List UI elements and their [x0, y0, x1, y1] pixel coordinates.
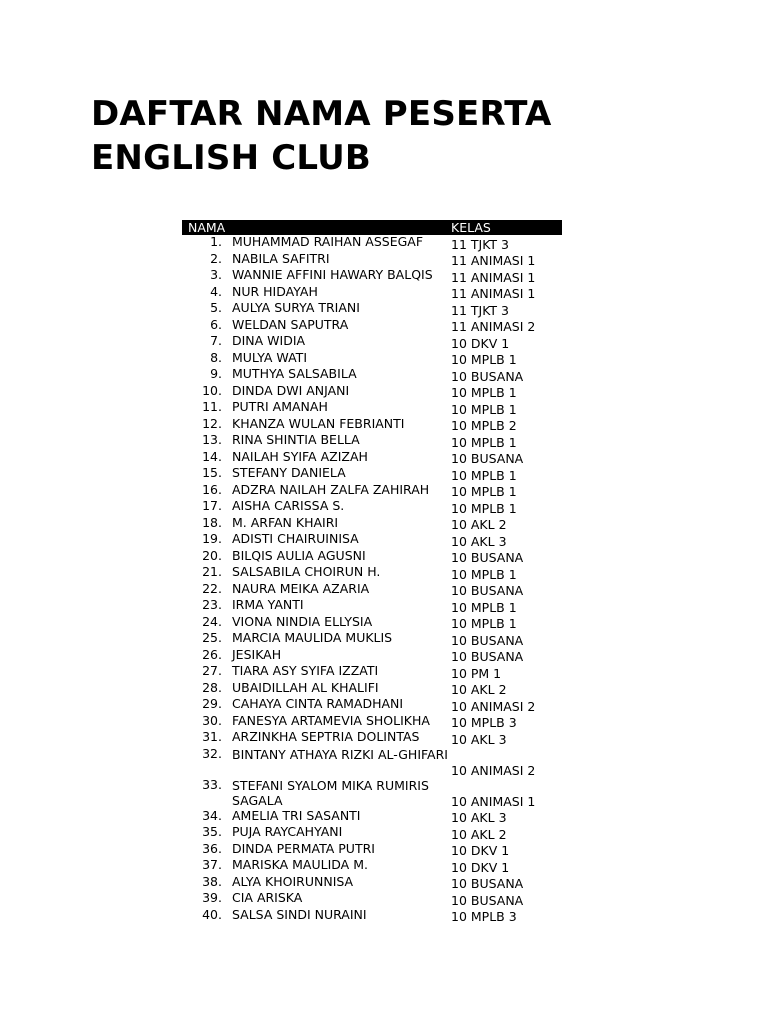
participant-name: NUR HIDAYAH	[232, 283, 318, 299]
table-row	[182, 809, 562, 826]
row-number: 40.	[202, 906, 222, 922]
table-row	[182, 747, 562, 778]
participant-class: 11 ANIMASI 1	[451, 269, 536, 285]
table-row	[182, 875, 562, 892]
row-number: 24.	[202, 613, 222, 629]
table-row	[182, 681, 562, 698]
participant-class: 10 DKV 1	[451, 843, 510, 858]
participant-name: M. ARFAN KHAIRI	[232, 514, 339, 530]
row-number: 18.	[202, 514, 222, 530]
row-number: 28.	[202, 679, 222, 695]
participant-class: 10 AKL 2	[451, 517, 507, 532]
participant-name: NAURA MEIKA AZARIA	[232, 580, 370, 596]
row-number: 3.	[210, 267, 222, 282]
participant-class: 10 ANIMASI 2	[451, 762, 536, 778]
participant-name: WELDAN SAPUTRA	[232, 316, 349, 332]
column-header-kelas: KELAS	[451, 220, 491, 235]
table-row	[182, 697, 562, 714]
participant-name: BINTANY ATHAYA RIZKI AL-GHIFARI	[232, 746, 448, 762]
participant-class: 11 TJKT 3	[451, 236, 509, 252]
document-title	[91, 92, 651, 180]
participant-class: 10 BUSANA	[451, 649, 524, 664]
participant-class: 10 BUSANA	[451, 368, 524, 384]
row-number: 1.	[210, 234, 222, 249]
table-row	[182, 285, 562, 302]
participant-name: IRMA YANTI	[232, 597, 304, 612]
participant-class: 10 MPLB 1	[451, 467, 517, 483]
row-number: 8.	[210, 349, 222, 365]
participant-class: 10 ANIMASI 1	[451, 793, 536, 809]
row-number: 30.	[202, 712, 222, 728]
participant-class: 11 ANIMASI 2	[451, 319, 536, 334]
row-number: 19.	[202, 531, 222, 546]
participant-class: 10 MPLB 1	[451, 401, 517, 417]
row-number: 15.	[202, 465, 222, 480]
participant-name: DINDA DWI ANJANI	[232, 382, 350, 398]
row-number: 14.	[202, 448, 222, 464]
participant-class: 10 MPLB 1	[451, 599, 517, 615]
participant-name: SALSA SINDI NURAINI	[232, 906, 367, 922]
document-title-line-2: ENGLISH CLUB	[91, 138, 372, 178]
table-row	[182, 908, 562, 925]
participant-name: MUHAMMAD RAIHAN ASSEGAF	[232, 234, 424, 249]
participant-class: 10 AKL 3	[451, 731, 507, 747]
row-number: 31.	[202, 729, 222, 744]
row-number: 22.	[202, 580, 222, 596]
row-number: 32.	[202, 745, 222, 761]
table-row	[182, 301, 562, 318]
row-number: 33.	[202, 776, 222, 792]
participant-name: TIARA ASY SYIFA IZZATI	[232, 663, 379, 678]
participant-name: CIA ARISKA	[232, 890, 303, 905]
participant-class: 10 BUSANA	[451, 550, 524, 565]
table-row	[182, 842, 562, 859]
row-number: 9.	[210, 366, 222, 381]
row-number: 11.	[202, 399, 222, 414]
participant-name: KHANZA WULAN FEBRIANTI	[232, 415, 405, 431]
participant-name: NAILAH SYIFA AZIZAH	[232, 448, 368, 464]
table-row	[182, 730, 562, 747]
participant-class: 10 MPLB 1	[451, 566, 517, 582]
row-number: 29.	[202, 696, 222, 711]
table-row	[182, 631, 562, 648]
table-row	[182, 565, 562, 582]
table-row	[182, 714, 562, 731]
participant-name: STEFANY DANIELA	[232, 465, 346, 480]
row-number: 20.	[202, 547, 222, 563]
table-row	[182, 400, 562, 417]
table-row	[182, 891, 562, 908]
participant-class: 10 BUSANA	[451, 632, 524, 648]
table-row	[182, 367, 562, 384]
table-row	[182, 778, 562, 809]
participant-class: 11 ANIMASI 1	[451, 286, 536, 301]
row-number: 27.	[202, 663, 222, 678]
participant-name: JESIKAH	[232, 646, 282, 662]
participant-name: AULYA SURYA TRIANI	[232, 300, 360, 315]
participant-class: 10 MPLB 1	[451, 385, 517, 400]
participant-class: 10 AKL 3	[451, 810, 507, 825]
table-row	[182, 268, 562, 285]
participant-class: 10 BUSANA	[451, 892, 524, 908]
table-row	[182, 615, 562, 632]
table-row	[182, 516, 562, 533]
row-number: 37.	[202, 857, 222, 872]
participant-name: PUJA RAYCAHYANI	[232, 824, 343, 839]
participant-name: AISHA CARISSA S.	[232, 498, 345, 513]
participant-name: SALSABILA CHOIRUN H.	[232, 564, 381, 579]
row-number: 16.	[202, 481, 222, 497]
participant-class: 10 MPLB 3	[451, 909, 517, 924]
row-number: 12.	[202, 415, 222, 431]
participant-class: 11 ANIMASI 1	[451, 253, 536, 268]
row-number: 25.	[202, 630, 222, 645]
participant-class: 10 BUSANA	[451, 583, 524, 598]
participant-table	[182, 220, 562, 924]
participant-name: MULYA WATI	[232, 349, 308, 365]
row-number: 39.	[202, 890, 222, 905]
row-number: 10.	[202, 382, 222, 398]
row-number: 7.	[210, 333, 222, 348]
row-number: 21.	[202, 564, 222, 579]
participant-name: BILQIS AULIA AGUSNI	[232, 547, 366, 563]
participant-name: MARCIA MAULIDA MUKLIS	[232, 630, 393, 645]
participant-class: 10 MPLB 2	[451, 418, 517, 433]
participant-class: 10 AKL 2	[451, 682, 507, 697]
participant-class: 10 PM 1	[451, 665, 502, 681]
table-row	[182, 598, 562, 615]
participant-class: 10 DKV 1	[451, 335, 510, 351]
table-row	[182, 450, 562, 467]
participant-name: STEFANI SYALOM MIKA RUMIRIS SAGALA	[232, 777, 429, 808]
participant-class: 10 BUSANA	[451, 876, 524, 891]
participant-class: 10 MPLB 1	[451, 484, 517, 499]
table-row	[182, 384, 562, 401]
table-row	[182, 252, 562, 269]
table-row	[182, 318, 562, 335]
table-row	[182, 466, 562, 483]
table-row	[182, 499, 562, 516]
participant-name: CAHAYA CINTA RAMADHANI	[232, 696, 404, 711]
table-row	[182, 351, 562, 368]
row-number: 5.	[210, 300, 222, 315]
participant-name: ADISTI CHAIRUINISA	[232, 531, 359, 546]
participant-name: ADZRA NAILAH ZALFA ZAHIRAH	[232, 481, 430, 497]
participant-class: 10 DKV 1	[451, 859, 510, 875]
row-number: 17.	[202, 498, 222, 513]
table-row	[182, 664, 562, 681]
participant-name: VIONA NINDIA ELLYSIA	[232, 613, 373, 629]
table-row	[182, 532, 562, 549]
table-row	[182, 648, 562, 665]
column-header-nama: NAMA	[188, 220, 226, 235]
participant-class: 10 MPLB 1	[451, 434, 517, 450]
participant-name: PUTRI AMANAH	[232, 399, 328, 414]
row-number: 34.	[202, 807, 222, 823]
table-row	[182, 417, 562, 434]
table-row	[182, 549, 562, 566]
participant-name: AMELIA TRI SASANTI	[232, 807, 361, 823]
participant-class: 10 AKL 3	[451, 533, 507, 549]
table-row	[182, 483, 562, 500]
participant-name: UBAIDILLAH AL KHALIFI	[232, 679, 379, 695]
participant-class: 11 TJKT 3	[451, 302, 509, 318]
table-row	[182, 433, 562, 450]
participant-class: 10 ANIMASI 2	[451, 698, 536, 714]
row-number: 4.	[210, 283, 222, 299]
participant-table-container	[182, 220, 562, 924]
participant-name: NABILA SAFITRI	[232, 250, 330, 266]
row-number: 36.	[202, 840, 222, 856]
table-row	[182, 235, 562, 252]
participant-name: MARISKA MAULIDA M.	[232, 857, 368, 872]
participant-name: FANESYA ARTAMEVIA SHOLIKHA	[232, 712, 430, 728]
participant-name: MUTHYA SALSABILA	[232, 366, 357, 381]
table-row	[182, 825, 562, 842]
table-header-row	[182, 220, 562, 235]
participant-name: WANNIE AFFINI HAWARY BALQIS	[232, 267, 433, 282]
table-row	[182, 582, 562, 599]
table-row	[182, 858, 562, 875]
participant-name: ARZINKHA SEPTRIA DOLINTAS	[232, 729, 420, 744]
participant-class: 10 AKL 2	[451, 826, 507, 842]
row-number: 35.	[202, 824, 222, 839]
row-number: 2.	[210, 250, 222, 266]
row-number: 13.	[202, 432, 222, 447]
participant-class: 10 MPLB 1	[451, 500, 517, 516]
participant-name: DINA WIDIA	[232, 333, 306, 348]
participant-class: 10 BUSANA	[451, 451, 524, 466]
row-number: 23.	[202, 597, 222, 612]
participant-class: 10 MPLB 1	[451, 352, 517, 367]
table-body	[182, 235, 562, 924]
participant-name: ALYA KHOIRUNNISA	[232, 873, 354, 889]
row-number: 38.	[202, 873, 222, 889]
participant-class: 10 MPLB 3	[451, 715, 517, 730]
participant-name: DINDA PERMATA PUTRI	[232, 840, 375, 856]
document-title-line-1: DAFTAR NAMA PESERTA	[91, 94, 552, 134]
table-row	[182, 334, 562, 351]
row-number: 6.	[210, 316, 222, 332]
participant-name: RINA SHINTIA BELLA	[232, 432, 360, 447]
participant-class: 10 MPLB 1	[451, 616, 517, 631]
row-number: 26.	[202, 646, 222, 662]
